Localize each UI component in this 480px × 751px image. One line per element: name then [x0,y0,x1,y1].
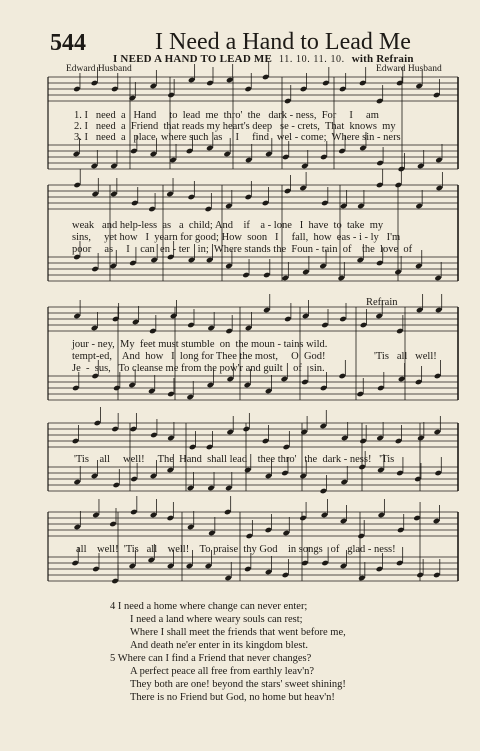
lyric-line: 2. I need a Friend that reads my heart's deep se - crets, That knows my [74,121,396,132]
lyric-line: tempt-ed, And how I long for Thee the most, O God! [72,351,326,362]
lyric-line: Je - sus, To cleanse me from the pow'r and guilt of sin. [72,363,325,374]
stanza-number: 5 [110,653,116,664]
lyric-line: weak and help-less as a child; And if a - lone I have to take my [72,220,384,231]
lyric-line: poor as I can en - ter in; Where stands the Foun - tain of the love of [72,244,413,255]
stanza-4-line-2: I need a land where weary souls can rest; [130,614,303,625]
stanza-4-line-3: Where I shall meet the friends that went before me, [130,627,346,638]
stanza-5-line-1 [110,652,440,665]
music-credit: Edward Husband [376,64,442,74]
stanza-number: 4 [110,601,116,612]
refrain-label: Refrain [366,297,398,308]
meter: 11. 10. 11. 10. [279,54,345,65]
words-credit: Edward Husband [66,64,132,74]
hymn-number: 544 [50,30,86,56]
refrain-lyric: 'Tis all well! [374,351,437,362]
lyric-line: sins, yet how I yearn for good; How soon I fall, how eas - i - ly I'm [72,232,401,243]
stanza-5-line-4: There is no Friend but God, no home but heav'n! [130,692,335,703]
lyric-line: all well! 'Tis all well! To praise thy God in songs of glad - ness! [76,544,396,555]
stanza-text: Where can I find a Friend that never changes? [117,653,312,664]
hymn-title: I Need a Hand to Lead Me [155,29,411,55]
stanza-5-line-2: A perfect peace all free from earthly leav'n? [130,666,315,677]
lyric-line: 'Tis all well! The Hand shall lead thee thro' the dark - ness! 'Tis [74,454,395,465]
lyric-line: 3. I need a place where such as I find wel - come; Where sin - ners [74,132,401,143]
meter-suffix: with Refrain [351,53,414,65]
stanza-text: I need a home where change can never enter; [117,601,308,612]
stanza-4-line-4: And death ne'er enter in its kingdom blest. [130,640,309,651]
tune-name: I NEED A HAND TO LEAD ME [113,53,273,65]
lyric-line: 1. I need a Hand to lead me thro' the dark - ness, For I am [74,110,379,121]
stanza-5-line-3: They both are one! beyond the stars' sweet shining! [130,679,346,690]
additional-stanzas [110,600,440,704]
lyric-line: jour - ney, My feet must stumble on the moun - tains wild. [72,339,328,350]
stanza-4-line-1 [110,600,440,613]
